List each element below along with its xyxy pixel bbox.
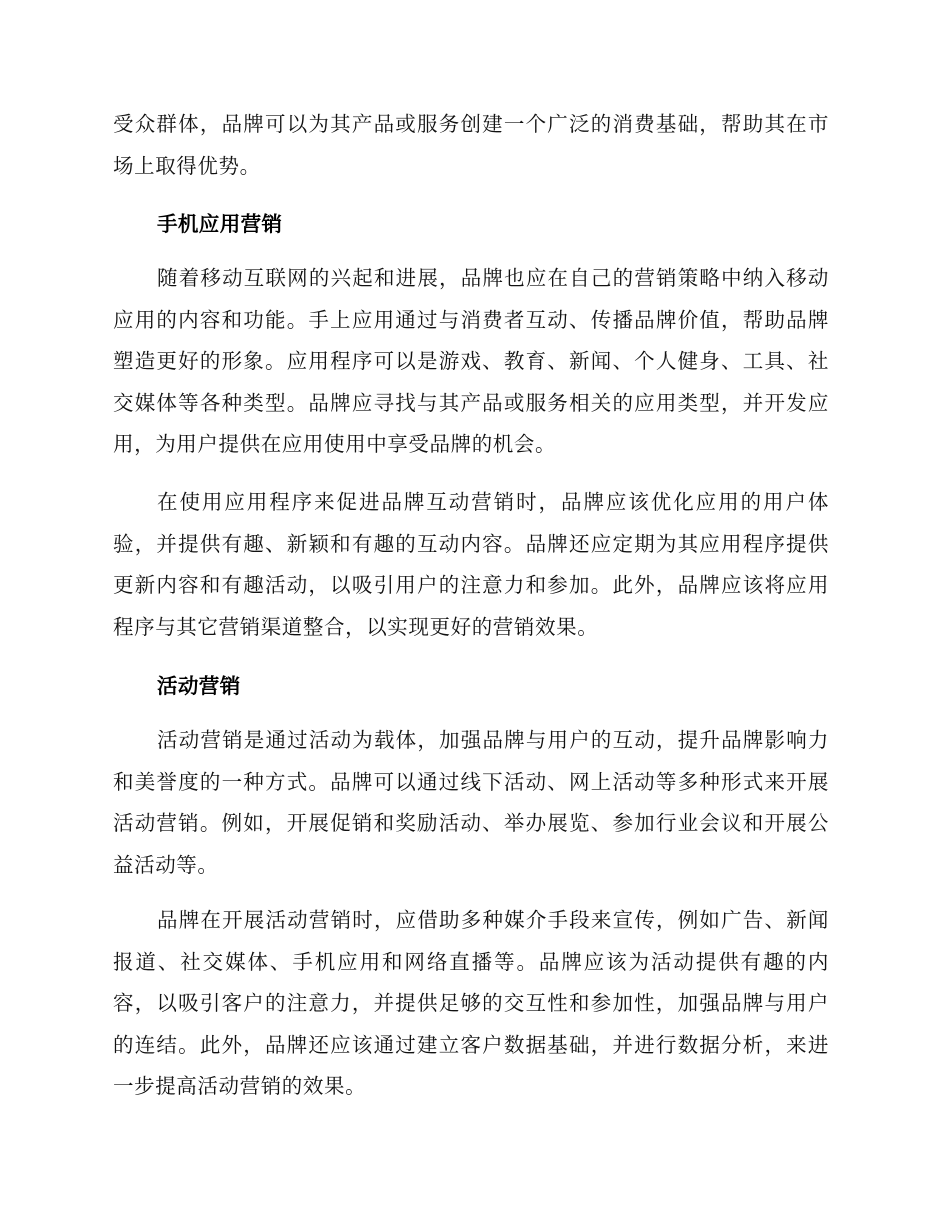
paragraph-event-marketing-strategy: 品牌在开展活动营销时，应借助多种媒介手段来宣传，例如广告、新闻报道、社交媒体、手机应用和网络直播等。品牌应该为活动提供有趣的内容，以吸引客户的注意力，并提供足够的交互性和参加性，加强品牌与用户的连结。此外，品牌还应该通过建立客户数据基础，并进行数据分析，来进一步提高活动营销的效果。 xyxy=(113,908,829,1098)
section-heading-mobile-app-marketing: 手机应用营销 xyxy=(157,212,283,236)
paragraph-mobile-app-strategy: 在使用应用程序来促进品牌互动营销时，品牌应该优化应用的用户体验，并提供有趣、新颖和有趣的互动内容。品牌还应定期为其应用程序提供更新内容和有趣活动，以吸引用户的注意力和参加。此外，品牌应该将应用程序与其它营销渠道整合，以实现更好的营销效果。 xyxy=(113,490,829,639)
paragraph-mobile-app-intro: 随着移动互联网的兴起和进展，品牌也应在自己的营销策略中纳入移动应用的内容和功能。手上应用通过与消费者互动、传播品牌价值，帮助品牌塑造更好的形象。应用程序可以是游戏、教育、新闻、个人健身、工具、社交媒体等各种类型。品牌应寻找与其产品或服务相关的应用类型，并开发应用，为用户提供在应用使用中享受品牌的机会。 xyxy=(113,266,829,456)
paragraph-event-marketing-intro: 活动营销是通过活动为载体，加强品牌与用户的互动，提升品牌影响力和美誉度的一种方式。品牌可以通过线下活动、网上活动等多种形式来开展活动营销。例如，开展促销和奖励活动、举办展览、参加行业会议和开展公益活动等。 xyxy=(113,728,829,877)
section-heading-event-marketing: 活动营销 xyxy=(157,674,241,698)
continuation-paragraph: 受众群体，品牌可以为其产品或服务创建一个广泛的消费基础，帮助其在市场上取得优势。 xyxy=(113,112,829,178)
